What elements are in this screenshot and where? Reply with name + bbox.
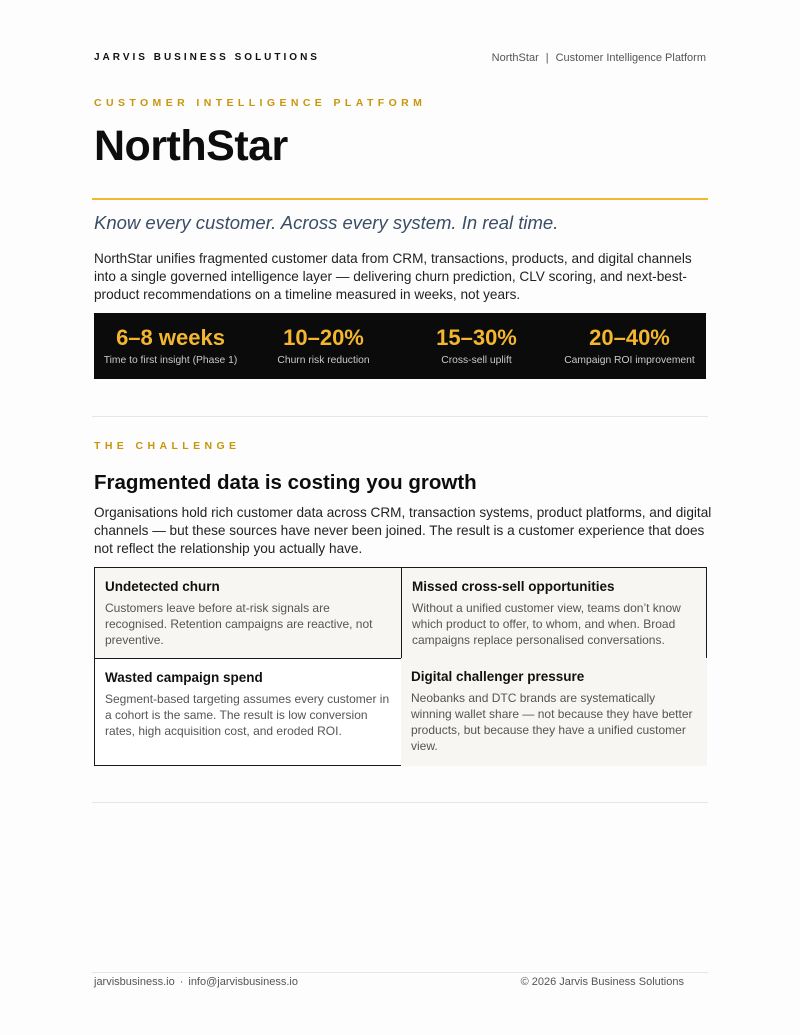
stat-label: Campaign ROI improvement — [564, 355, 695, 366]
card-text: Segment-based targeting assumes every customer in a cohort is the same. The result is low conversion rates, high acquisition cost, and eroded ROI. — [105, 692, 390, 738]
card-text: Neobanks and DTC brands are systematically winning wallet share — not because they have better products, but because they have a unified customer view. — [411, 691, 693, 753]
stat-label: Churn risk reduction — [277, 355, 370, 366]
stat-label: Time to first insight (Phase 1) — [103, 355, 238, 366]
footer-email-link[interactable]: info@jarvisbusiness.io — [188, 976, 298, 988]
stat-value: 6–8 weeks — [116, 325, 225, 350]
stat-item — [400, 313, 553, 379]
header-separator: | — [545, 52, 549, 64]
challenge-card-campaign-spend — [94, 658, 401, 766]
section-divider — [92, 802, 708, 803]
header-meta — [492, 52, 706, 64]
card-title: Undetected churn — [105, 579, 220, 594]
section-divider — [92, 416, 708, 417]
challenge-card-challenger — [401, 658, 707, 766]
hero-eyebrow: CUSTOMER INTELLIGENCE PLATFORM — [94, 97, 427, 109]
page-title: NorthStar — [94, 122, 288, 170]
footer-dot: · — [179, 976, 184, 988]
accent-divider — [92, 198, 708, 200]
stat-value: 20–40% — [589, 325, 670, 350]
challenge-grid — [94, 567, 707, 766]
stat-item — [553, 313, 706, 379]
stat-value: 15–30% — [436, 325, 517, 350]
header-platform: Customer Intelligence Platform — [555, 52, 706, 64]
footer-copyright: © 2026 Jarvis Business Solutions — [520, 976, 684, 988]
card-text: Customers leave before at-risk signals are recognised. Retention campaigns are reactive, not preventive. — [105, 601, 373, 647]
footer-website-link[interactable]: jarvisbusiness.io — [94, 976, 175, 988]
footer-contact — [94, 976, 298, 988]
challenge-body: Organisations hold rich customer data across CRM, transaction systems, product platforms, and digital channels — but these sources have never been joined. The result is a customer experience that does not reflect the relationship you actually have. — [94, 505, 712, 556]
hero-tagline: Know every customer. Across every system. In real time. — [94, 212, 559, 233]
card-title: Missed cross-sell opportunities — [412, 579, 615, 594]
stat-item — [247, 313, 400, 379]
challenge-card-cross-sell — [401, 567, 707, 658]
card-title: Digital challenger pressure — [411, 669, 585, 684]
stats-bar — [94, 313, 706, 379]
header-product: NorthStar — [491, 52, 539, 64]
footer-divider — [92, 972, 708, 973]
stat-item — [94, 313, 247, 379]
card-title: Wasted campaign spend — [105, 670, 263, 685]
stat-label: Cross-sell uplift — [441, 355, 512, 366]
hero-intro: NorthStar unifies fragmented customer data from CRM, transactions, products, and digital channels into a single governed intelligence layer — delivering churn prediction, CLV scoring, and next-best-product recommendations on a timeline measured in weeks, not years. — [94, 251, 692, 302]
brand-name: JARVIS BUSINESS SOLUTIONS — [94, 52, 320, 63]
challenge-eyebrow: THE CHALLENGE — [94, 440, 241, 452]
page-header — [94, 52, 706, 66]
card-text: Without a unified customer view, teams don’t know which product to offer, to whom, and when. Broad campaigns replace personalised conversations. — [412, 601, 681, 647]
stat-value: 10–20% — [283, 325, 364, 350]
challenge-card-churn — [94, 567, 401, 659]
challenge-heading: Fragmented data is costing you growth — [94, 471, 477, 494]
